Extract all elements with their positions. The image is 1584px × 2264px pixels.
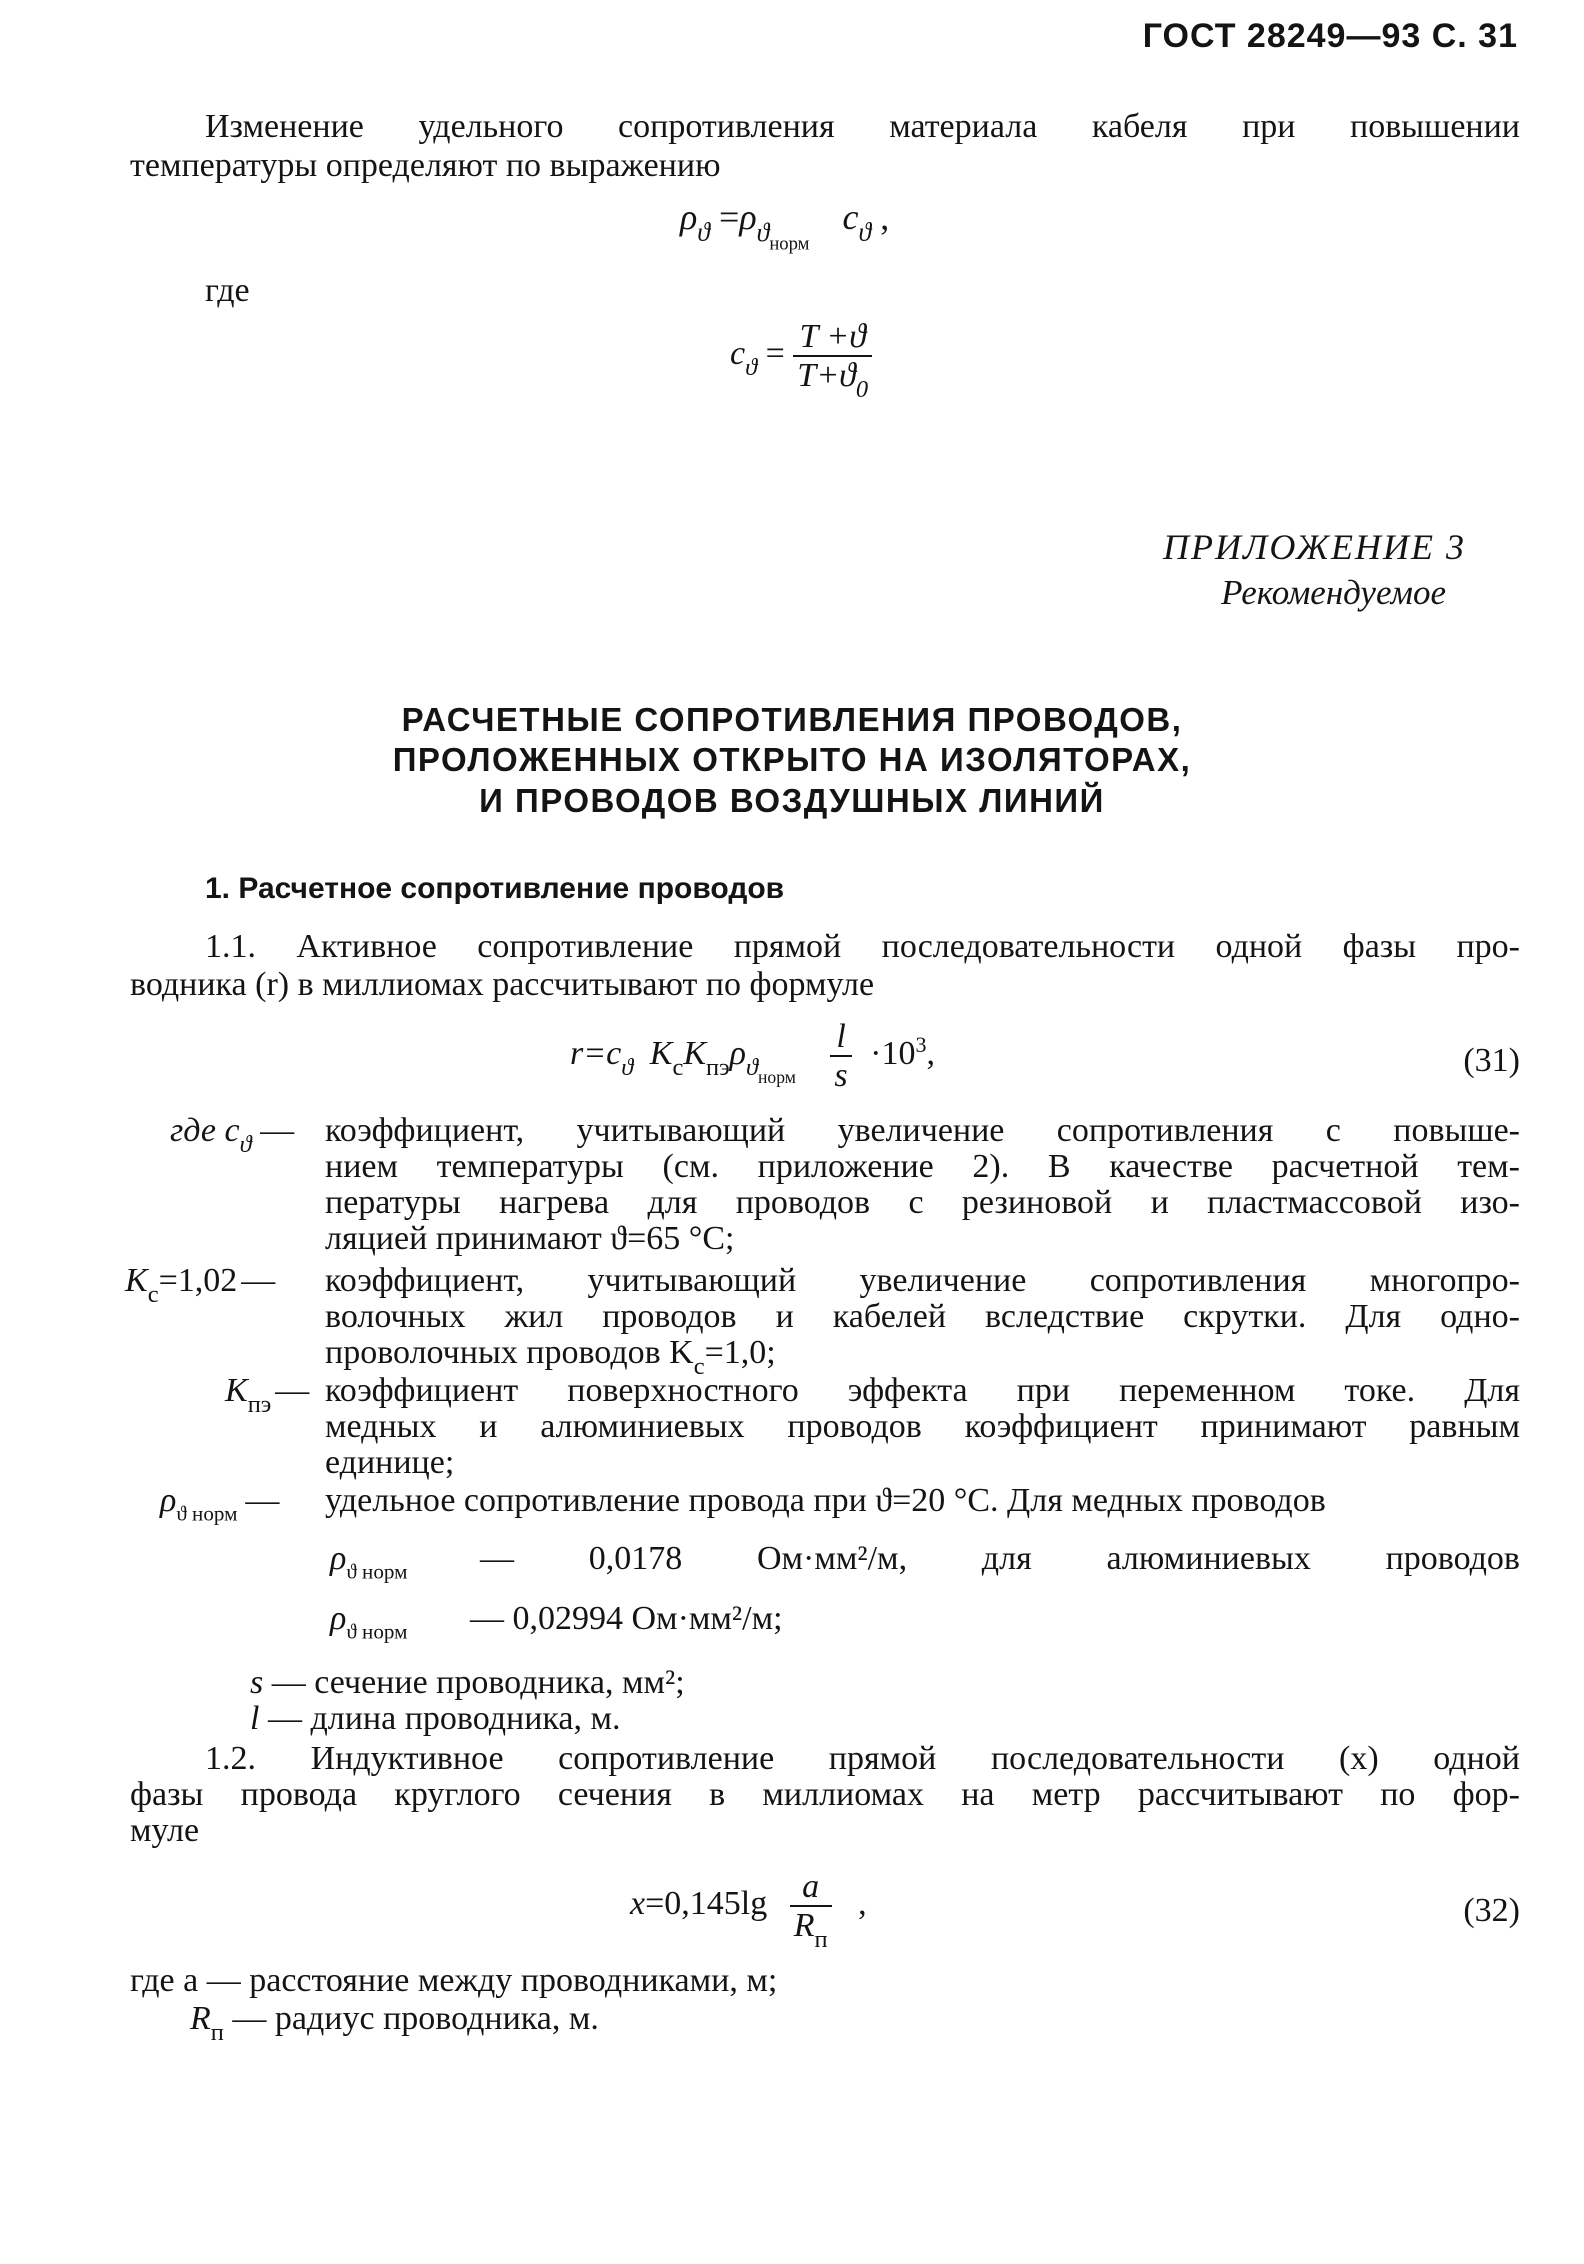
appendix-title: ПРИЛОЖЕНИЕ 3 [1163,527,1466,567]
def-kpe-line-2: медных и алюминиевых проводов коэффициент принимают равным [325,1408,1520,1445]
page-header-doc-ref: ГОСТ 28249—93 С. 31 [1142,17,1518,55]
def-term-kc: $K_c=1,02$ — [125,1262,276,1309]
rho-value-aluminium-text: — 0,02994 Ом·мм²/м; [470,1600,783,1637]
formula-c-theta: $c_ϑ$ = $\frac{T +ϑ}{T+ϑ_0}$ [730,318,872,395]
equation-number-32: (32) [1463,1892,1520,1929]
def-rho-norm-line-1: удельное сопротивление провода при ϑ=20 °С. Для медных проводов [325,1482,1326,1519]
def-kc-line-2: волочных жил проводов и кабелей вследствие скрутки. Для одно- [325,1298,1520,1335]
def-term-c-theta: где $c_ϑ$ — [170,1112,295,1159]
p11-line-2: водника (r) в миллиомах рассчитывают по формуле [130,966,875,1003]
def-c-theta-line-2: нием температуры (см. приложение 2). В качестве расчетной тем- [325,1148,1520,1185]
p12-line-2: фазы провода круглого сечения в миллиомах на метр рассчитывают по фор- [130,1776,1520,1813]
def-term-kpe: $K_{пэ}$ — [225,1372,310,1419]
section-1-title: 1. Расчетное сопротивление проводов [205,872,785,905]
def-kpe-line-1: коэффициент поверхностного эффекта при переменном токе. Для [325,1372,1520,1409]
def-term-rho-norm: $\rho_{ϑ норм}$ — [160,1482,280,1526]
def-c-theta-line-1: коэффициент, учитывающий увеличение сопротивления с повыше- [325,1112,1520,1149]
heading-line-2: ПРОЛОЖЕННЫХ ОТКРЫТО НА ИЗОЛЯТОРАХ, [392,741,1192,779]
def-c-theta-line-3: пературы нагрева для проводов с резиновой и пластмассовой изо- [325,1184,1520,1221]
def-s: s — сечение проводника, мм²; [250,1664,685,1701]
def-rp: $R_п$ — радиус проводника, м. [190,2000,599,2047]
formula-31: $r=c_ϑ$ $K_cK_{пэ}\rho_{ϑ_{норм}}$ $\frac{l}{s}$ $\cdot 10^3$, [570,1018,936,1095]
intro-line-2: температуры определяют по выражению [130,147,721,184]
where-label: где [205,272,250,309]
def-c-theta-line-4: ляцией принимают ϑ=65 °С; [325,1220,735,1257]
equation-number-31: (31) [1463,1042,1520,1079]
rho-value-copper-symbol: $\rho_{ϑ норм}$ [330,1540,408,1584]
def-l: l — длина проводника, м. [250,1700,621,1737]
p11-line-1: 1.1. Активное сопротивление прямой последовательности одной фазы про- [205,928,1520,965]
heading-line-1: РАСЧЕТНЫЕ СОПРОТИВЛЕНИЯ ПРОВОДОВ, [401,701,1183,738]
def-kpe-line-3: единице; [325,1444,455,1481]
formula-c-fraction: $\frac{T +ϑ}{T+ϑ_0}$ [793,318,872,395]
appendix-subtitle: Рекомендуемое [1221,573,1446,612]
heading-line-3: И ПРОВОДОВ ВОЗДУШНЫХ ЛИНИЙ [479,781,1105,819]
def-kc-line-3: проволочных проводов $K_c=1,0$; [325,1334,776,1381]
p12-line-1: 1.2. Индуктивное сопротивление прямой последовательности (x) одной [205,1740,1520,1777]
section-heading [0,700,1584,821]
def-a: где a — расстояние между проводниками, м; [130,1962,778,1999]
formula-32-fraction: $\frac{a}{R_п}$ [790,1868,832,1945]
p12-line-3: муле [130,1812,200,1849]
formula-31-fraction: $\frac{l}{s}$ [830,1018,851,1095]
def-kc-line-1: коэффициент, учитывающий увеличение сопротивления многопро- [325,1262,1520,1299]
intro-line-1: Изменение удельного сопротивления материала кабеля при повышении [205,108,1520,145]
rho-value-copper-text: — 0,0178 Ом·мм²/м, для алюминиевых проводов [480,1540,1520,1577]
formula-rho-theta: $\rho_ϑ =\rho_{ϑ_{норм}}$ $c_ϑ$ , [680,197,890,255]
formula-32: x=0,145lg $\frac{a}{R_п}$ , [630,1868,867,1954]
rho-value-aluminium-symbol: $\rho_{ϑ норм}$ [330,1600,408,1644]
